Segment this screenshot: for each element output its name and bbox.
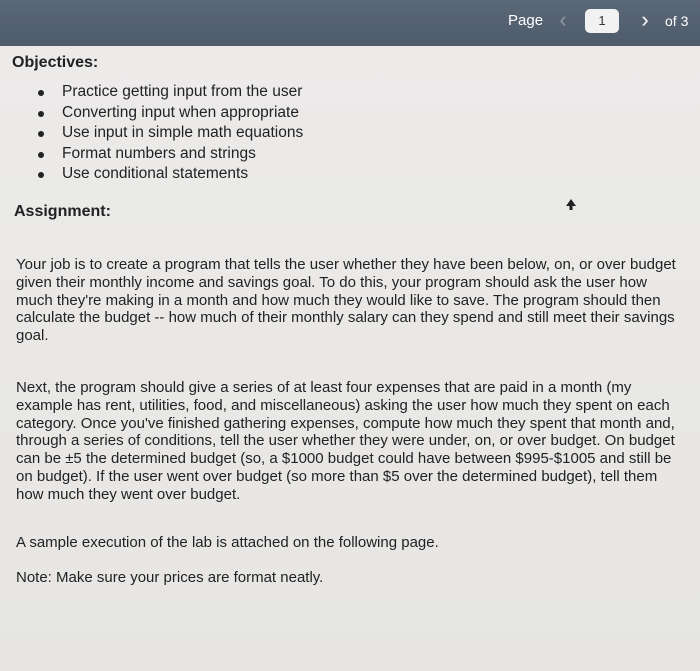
mouse-cursor-icon (564, 198, 578, 216)
page-label: Page (508, 12, 544, 29)
sample-note: A sample execution of the lab is attached on the following page. (16, 534, 439, 551)
assignment-paragraph: Your job is to create a program that tells the user whether they have been below, on, or over budget given their monthly income and savings goal. To do this, your program should ask the user how much they're making in a month and how much they would like to save. The program should then calculate the budget -- how much of their monthly salary can they spend and still meet their savings goal. (16, 256, 676, 345)
list-item: Use conditional statements (30, 164, 303, 185)
chevron-right-icon[interactable]: › (641, 7, 649, 32)
list-item: Use input in simple math equations (30, 123, 303, 144)
assignment-paragraph: Next, the program should give a series of at least four expenses that are paid in a month (my example has rent, utilities, food, and miscellaneous) asking the user how much they spent on each category. Once you've finished gathering expenses, compute how much they spent that month and, through a series of conditions, tell the user whether they were under, on, or over budget. On budget can be ±5 the determined budget (so, a $1000 budget could have between $995-$1005 and still be on budget). If the user went over budget (so more than $5 over the determined budget), tell them how much they went over budget. (16, 379, 675, 503)
list-item: Format numbers and strings (30, 144, 303, 165)
objectives-list (30, 82, 303, 185)
pdf-toolbar (0, 0, 700, 46)
document-page (0, 46, 700, 671)
list-item: Converting input when appropriate (30, 103, 303, 124)
chevron-left-icon[interactable]: ‹ (559, 7, 567, 32)
assignment-heading: Assignment: (14, 203, 111, 220)
page-number-input[interactable]: 1 (585, 9, 619, 33)
list-item: Practice getting input from the user (30, 82, 303, 103)
objectives-heading: Objectives: (12, 54, 99, 71)
format-note: Note: Make sure your prices are format neatly. (16, 569, 324, 586)
total-pages-label: of 3 (665, 13, 689, 29)
